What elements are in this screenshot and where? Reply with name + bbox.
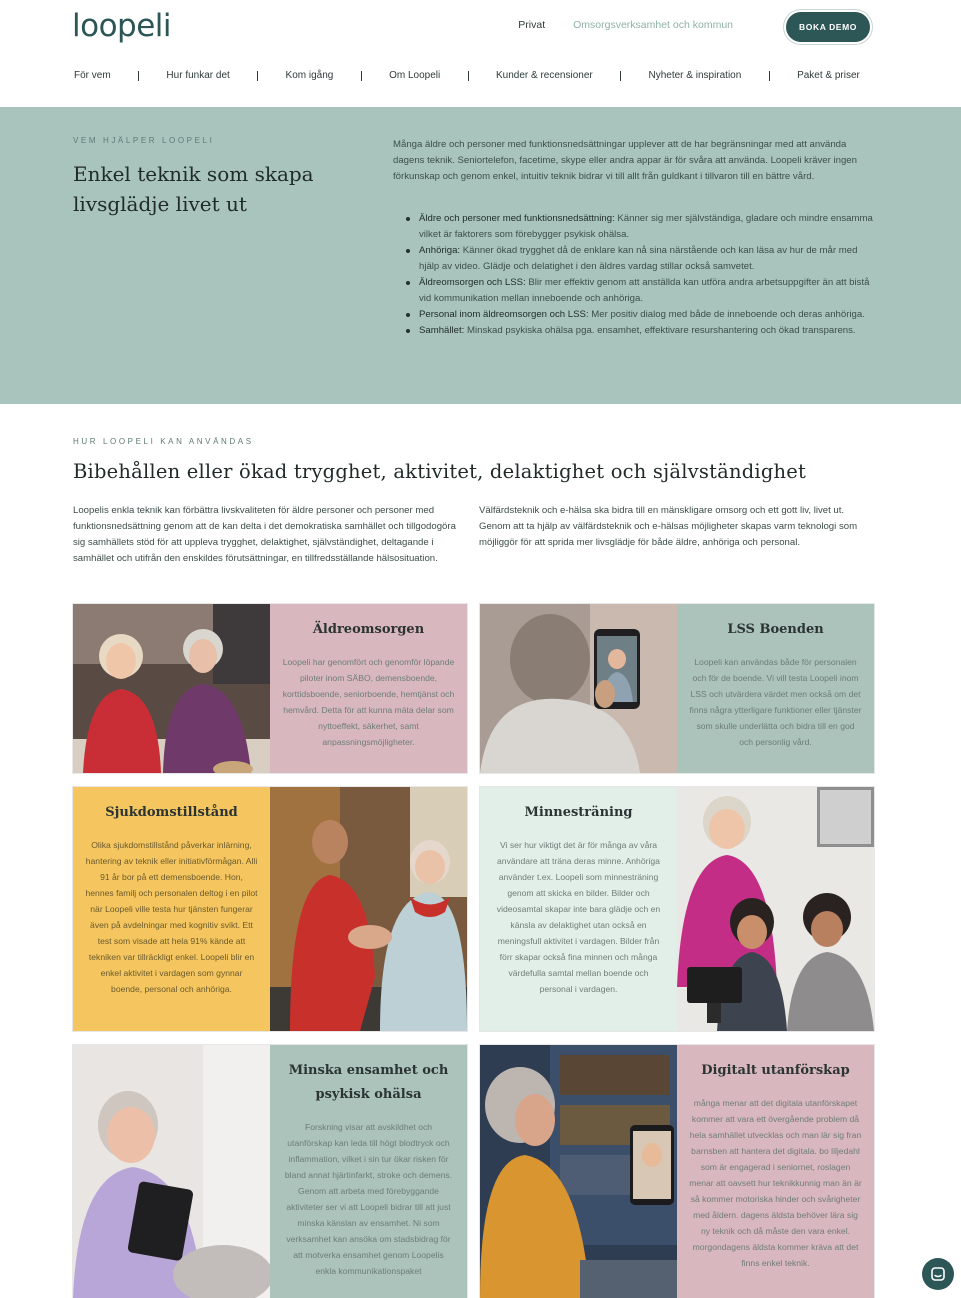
card-description: Olika sjukdomstillstånd påverkar inlärning, hantering av teknik eller initiativförmågan. Alli 91 år bor på ett demensboende. Hon, hennes familj och personalen deltog i en pilot när Loopeli ville testa hur tjänsten fungerar även på avdelningar med kognitiv svikt. Ett test som visade att hela 91% kände att tekniken var tillräckligt enkel. Loopeli blir en enkel aktivitet i vardagen som gynnar boende, personal och anhöriga. [85, 840, 258, 994]
photo-grandmother-children-tablet [677, 787, 874, 1031]
card-text [480, 787, 677, 1031]
card-minnestraning[interactable] [480, 787, 874, 1031]
photo-senior-videocall-tablet [480, 1045, 677, 1298]
bullet-text: Blir mer effektiv genom att anställda kan utföra andra arbetsuppgifter än att bistå vid kommunikation mellan inneboende och anhöriga. [419, 277, 870, 304]
card-text [270, 1045, 467, 1298]
bullet-label: Anhöriga: [419, 245, 461, 256]
loopeli-logo[interactable]: loopeli [72, 8, 172, 44]
who-helps-section [0, 107, 961, 404]
section-title: Enkel teknik som skapa livsglädje livet ut [73, 162, 314, 216]
card-minska-ensamhet[interactable] [73, 1045, 467, 1298]
card-title: Äldreomsorgen [312, 622, 425, 637]
chat-icon [930, 1266, 946, 1282]
usage-right-text: Välfärdsteknik och e-hälsa ska bidra till en mänskligare omsorg och ett gott liv, livet ut. Genom att ta hjälp av välfärdsteknik och e-hälsas möjligheter skapas varm teknologi som möjliggör för att sprida mer livsglädje för både äldre, anhöriga och personal. [479, 505, 858, 548]
card-text [73, 787, 270, 1031]
list-item [419, 275, 874, 307]
usage-title: Bibehållen eller ökad trygghet, aktivitet, delaktighet och självständighet [73, 460, 807, 483]
nav-item-for-vem[interactable]: För vem [74, 70, 111, 81]
card-text [677, 1045, 874, 1298]
card-description: Loopeli har genomfört och genomför löpande piloter inom SÄBO, demensboende, korttidsboende, seniorboende, hemtjänst och hemvård. Detta för att kunna mäta delar som nyttoeffekt, säkerhet, samt anpassningsmöjligheter. [282, 657, 455, 747]
card-title: Minnesträning [524, 805, 633, 820]
audience-switcher [518, 19, 733, 31]
boka-demo-button[interactable]: BOKA DEMO [786, 12, 870, 42]
card-description: Vi ser hur viktigt det är för många av våra användare att träna deras minne. Anhöriga använder t.ex. Loopeli som minnesträning genom att skicka en bilder. Bilder och videosamtal skapar inte bara glädje och en känsla av delaktighet utan också en meningsfull aktivitet i vardagen. Bilder från förr skapar också fina minnen och många värdefulla samtal mellan boende och personal i vardagen. [496, 840, 661, 994]
section-intro: Många äldre och personer med funktionsnedsättningar upplever att de har begränsningar med att använda dagens teknik. Seniortelefon, facetime, skype eller andra appar är för svåra att använda. Loopeli kräver ingen förkunskap och genom enkel, intuitiv teknik bidrar vi till allt från guldkant i tillvaron till en bättre vård. [393, 139, 857, 182]
nav-item-kunder-recensioner[interactable]: Kunder & recensioner [496, 70, 593, 81]
card-aldreomsorgen[interactable] [73, 604, 467, 773]
privat-link[interactable]: Privat [518, 19, 546, 31]
card-sjukdomstillstand[interactable] [73, 787, 467, 1031]
photo-senior-with-tablet [73, 1045, 270, 1298]
bullet-label: Personal inom äldreomsorgen och LSS: [419, 309, 589, 320]
list-item [419, 243, 874, 275]
nav-item-om-loopeli[interactable]: Om Loopeli [389, 70, 441, 81]
card-text [677, 604, 874, 773]
nav-divider [769, 71, 770, 81]
bullet-text: Mer positiv dialog med både de inneboende och deras anhöriga. [588, 309, 865, 320]
card-description: många menar att det digitala utanförskapet kommer att vara ett övergående problem då hela samhället utvecklas och man lär sig fran barnsben att hantera det digitala. bo liljedahl som är engagerad i seniornet, roslagen menar att oavsett hur teknikkunnig man än är så kommer motoriska hinder och svårigheter med åldern. dagens äldsta behöver lära sig ny teknik och då måste den vara enkel. morgondagens äldsta kommer kräva att det finns enkel teknik. [689, 1098, 862, 1268]
photo-videocall-phone [480, 604, 677, 773]
card-lss-boenden[interactable] [480, 604, 874, 773]
usage-eyebrow: HUR LOOPELI KAN ANVÄNDAS [73, 437, 254, 446]
photo-two-seniors-laughing [73, 604, 270, 773]
nav-divider [361, 71, 362, 81]
nav-item-hur-funkar-det[interactable]: Hur funkar det [166, 70, 230, 81]
bullet-text: Känner ökad trygghet då de enklare kan nå sina närstående och kan läsa av hur de mår med hjälp av video. Glädje och delatighet i den äldres vardag stillar också samvetet. [419, 245, 858, 272]
card-title: Minska ensamhet och psykisk ohälsa [288, 1063, 449, 1102]
photo-caregiver-holding-hands [270, 787, 467, 1031]
bullet-text: Känner sig mer självständiga, gladare och mindre ensamma vilket är faktorers som förebygger psykisk ohälsa. [419, 213, 873, 240]
site-header [0, 0, 961, 107]
nav-item-nyheter-inspiration[interactable]: Nyheter & inspiration [648, 70, 742, 81]
list-item [419, 211, 874, 243]
nav-divider [468, 71, 469, 81]
card-title: LSS Boenden [727, 622, 824, 637]
benefit-list [419, 211, 874, 339]
nav-divider [138, 71, 139, 81]
usage-left-text: Loopelis enkla teknik kan förbättra livskvaliteten för äldre personer och personer med funktionsnedsättning genom att de kan delta i det demokratiska samhället och tillgodogöra sig samhällets stöd för att uppleva trygghet, delaktighet, självständighet, deltagande i samhället och utifrån den enskildes förutsättningar, en tillfredsställande hälsosituation. [73, 505, 456, 564]
bullet-label: Äldreomsorgen och LSS: [419, 277, 526, 288]
list-item [419, 323, 874, 339]
card-text [270, 604, 467, 773]
nav-divider [257, 71, 258, 81]
card-title: Digitalt utanförskap [701, 1063, 850, 1078]
nav-item-kom-igang[interactable]: Kom igång [285, 70, 334, 81]
card-title: Sjukdomstillstånd [105, 805, 238, 820]
card-description: Forskning visar att avskildhet och utanförskap kan leda till högt blodtryck och inflammation, vilket i sin tur ökar risken för bland annat hjärtinfarkt, stroke och demens. Genom att arbeta med förebyggande aktiviteter ser vi att Loopeli bidrar till att just minska känslan av ensamhet. Ni som verksamhet kan ansöka om stadsbidrag för att motverka ensamhet genom Loopelis enkla kommunikationspaket [284, 1122, 453, 1276]
list-item [419, 307, 874, 323]
bullet-text: Minskad psykiska ohälsa pga. ensamhet, effektivare resurshantering och ökad transparens. [464, 325, 856, 336]
omsorgsverksamhet-link[interactable]: Omsorgsverksamhet och kommun [573, 19, 733, 31]
chat-button[interactable] [922, 1258, 954, 1290]
card-description: Loopeli kan användas både för personalen och för de boende. Vi vill testa Loopeli inom LSS och utvärdera värdet men också om det finns några ytterligare funktioner eller tjänster som skulle underlätta och bidra till en god och personlig vård. [689, 657, 862, 747]
main-nav [72, 70, 862, 81]
card-digitalt-utanforskap[interactable] [480, 1045, 874, 1298]
nav-item-paket-priser[interactable]: Paket & priser [797, 70, 860, 81]
section-eyebrow: VEM HJÄLPER LOOPELI [73, 136, 215, 145]
nav-divider [620, 71, 621, 81]
bullet-label: Äldre och personer med funktionsnedsättning: [419, 213, 615, 224]
bullet-label: Samhället: [419, 325, 465, 336]
